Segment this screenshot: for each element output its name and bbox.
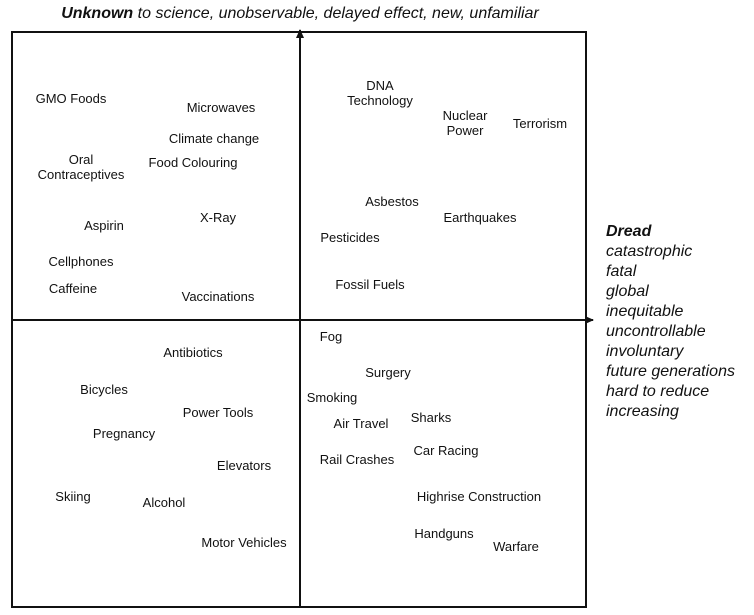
hazard-fog <box>320 329 342 344</box>
hazard-label-line: Food Colouring <box>148 154 238 170</box>
hazard-label-line: Handguns <box>414 525 474 541</box>
dread-item: hard to reduce <box>606 383 710 400</box>
hazard-air-travel <box>334 416 389 431</box>
hazard-car-racing <box>413 443 478 458</box>
hazard-label-line: Cellphones <box>48 253 114 269</box>
hazard-caffeine <box>49 281 97 296</box>
dread-item: future generations <box>606 363 735 380</box>
vertical-axis-label-bold: Unknown <box>61 5 134 22</box>
horizontal-axis-label <box>606 222 735 422</box>
hazard-label-line: Car Racing <box>413 442 479 458</box>
dread-item: uncontrollable <box>606 323 706 340</box>
hazard-label-line: Highrise Construction <box>416 488 542 504</box>
dread-item: involuntary <box>606 343 684 360</box>
hazard-label-line: Oral <box>68 152 94 167</box>
hazard-motor-vehicles <box>201 535 286 550</box>
hazard-label-line: Power <box>446 123 484 138</box>
vertical-axis-label-rest: to science, unobservable, delayed effect, new, unfamiliar <box>133 5 539 22</box>
hazard-label-line: Aspirin <box>84 217 124 233</box>
hazard-label-line: Asbestos <box>365 193 419 209</box>
hazard-label-line: Surgery <box>365 364 411 380</box>
hazard-label-line: Microwaves <box>186 99 256 115</box>
hazard-label-line: Earthquakes <box>443 209 517 225</box>
hazard-label-line: Pesticides <box>320 229 380 245</box>
hazard-skiing <box>55 489 90 504</box>
hazard-earthquakes <box>444 210 517 225</box>
hazard-label-line: Alcohol <box>142 494 186 510</box>
hazard-aspirin <box>84 218 124 233</box>
hazard-bicycles <box>80 382 128 397</box>
hazard-label-line: Contraceptives <box>37 167 125 182</box>
hazard-dna-technology <box>347 78 413 108</box>
hazard-label-line: Vaccinations <box>181 288 255 304</box>
hazard-sharks <box>411 410 451 425</box>
hazard-label-line: Climate change <box>168 130 260 146</box>
dread-item: increasing <box>606 403 679 420</box>
hazard-microwaves <box>187 100 256 115</box>
hazard-x-ray <box>200 210 236 225</box>
dread-items <box>606 242 735 422</box>
hazard-oral-contraceptives <box>38 152 125 182</box>
hazard-handguns <box>414 526 473 541</box>
hazard-label-line: Fossil Fuels <box>335 276 405 292</box>
hazard-warfare <box>493 539 539 554</box>
hazard-pesticides <box>320 230 379 245</box>
hazard-label-line: Motor Vehicles <box>201 534 287 550</box>
dread-item: inequitable <box>606 303 684 320</box>
hazard-climate-change <box>169 131 259 146</box>
hazard-label-line: Terrorism <box>512 115 568 131</box>
hazard-label-line: Warfare <box>493 538 539 554</box>
hazard-rail-crashes <box>320 452 394 467</box>
hazard-asbestos <box>365 194 418 209</box>
hazard-label-line: Sharks <box>410 409 452 425</box>
dread-title: Dread <box>606 223 652 240</box>
hazard-pregnancy <box>93 426 155 441</box>
hazard-label-line: Pregnancy <box>92 425 156 441</box>
hazard-highrise-construction <box>417 489 541 504</box>
hazard-vaccinations <box>182 289 255 304</box>
hazard-surgery <box>365 365 411 380</box>
hazard-label-line: Technology <box>347 93 413 108</box>
hazard-label-line: Air Travel <box>333 415 389 431</box>
hazard-label-line: Smoking <box>306 389 358 405</box>
hazard-antibiotics <box>163 345 222 360</box>
hazard-label-line: Bicycles <box>80 381 128 397</box>
hazard-elevators <box>217 458 271 473</box>
hazard-label-line: Power Tools <box>182 404 254 420</box>
hazard-fossil-fuels <box>335 277 404 292</box>
hazard-label-line: Fog <box>319 328 343 344</box>
hazard-label-line: Skiing <box>55 488 91 504</box>
hazard-label-line: Rail Crashes <box>319 451 395 467</box>
hazard-gmo-foods <box>36 91 107 106</box>
hazard-food-colouring <box>149 155 238 170</box>
dread-item: global <box>606 283 649 300</box>
hazard-terrorism <box>513 116 567 131</box>
hazard-smoking <box>307 390 358 405</box>
hazard-label-line: Nuclear <box>442 108 488 123</box>
hazard-power-tools <box>183 405 254 420</box>
hazard-label-line: Elevators <box>216 457 272 473</box>
hazard-nuclear-power <box>443 108 488 138</box>
hazard-label-line: X-Ray <box>199 209 237 225</box>
dread-item: catastrophic <box>606 243 693 260</box>
hazard-alcohol <box>143 495 186 510</box>
hazard-label-line: Antibiotics <box>163 344 223 360</box>
dread-item: fatal <box>606 263 637 280</box>
hazard-label-line: GMO Foods <box>35 90 107 106</box>
hazard-label-line: Caffeine <box>48 280 98 296</box>
hazard-label-line: DNA <box>366 78 394 93</box>
hazard-cellphones <box>48 254 113 269</box>
